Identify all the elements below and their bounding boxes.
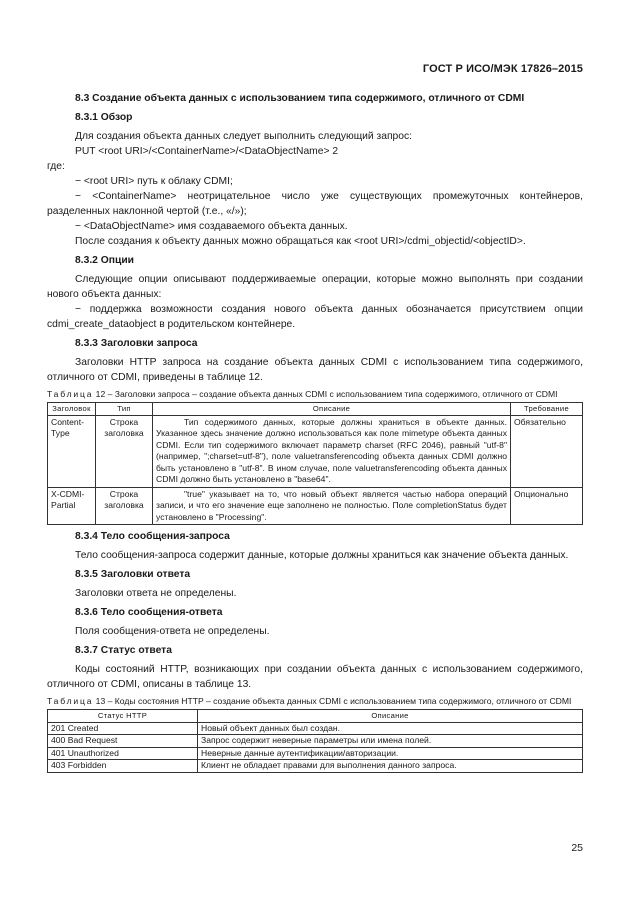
type-cell: Строка заголовка (96, 415, 153, 487)
paragraph: Заголовки ответа не определены. (75, 588, 237, 599)
request-line: PUT <root URI>/<ContainerName>/<DataObjectName> 2 (75, 146, 339, 157)
table-row (48, 735, 583, 748)
subsection-heading-overview: 8.3.1 Обзор (75, 112, 133, 123)
table-header-row (48, 403, 583, 416)
paragraph: Тело сообщения-запроса содержит данные, которые должны храниться как значение объекта данных. (75, 550, 569, 561)
status-cell: 201 Created (48, 722, 198, 735)
paragraph: Для создания объекта данных следует выполнить следующий запрос: (75, 131, 413, 142)
column-header: Заголовок (48, 403, 96, 416)
status-cell: 403 Forbidden (48, 760, 198, 773)
column-header: Требование (511, 403, 583, 416)
list-item: − <ContainerName> неотрицательное число уже существующих промежуточных контейнеров, разделенных наклонной чертой (т.е., «/»); (47, 191, 583, 217)
paragraph: Поля сообщения-ответа не определены. (75, 626, 270, 637)
table-12 (47, 402, 583, 525)
subsection-heading-request-headers: 8.3.3 Заголовки запроса (75, 338, 198, 349)
subsection-heading-response-body: 8.3.6 Тело сообщения-ответа (75, 607, 223, 618)
paragraph: После создания к объекту данных можно обращаться как <root URI>/cdmi_objectid/<objectID>. (75, 236, 526, 247)
description-cell: Запрос содержит неверные параметры или имена полей. (198, 735, 583, 748)
subsection-heading-request-body: 8.3.4 Тело сообщения-запроса (75, 531, 230, 542)
header-cell: Content-Type (48, 415, 96, 487)
table-13 (47, 709, 583, 773)
table-row (48, 760, 583, 773)
table-13-caption (47, 696, 583, 707)
column-header: Статус HTTP (48, 710, 198, 723)
table-row (48, 487, 583, 525)
caption-word: Таблица (47, 389, 94, 399)
subsection-heading-options: 8.3.2 Опции (75, 255, 134, 266)
description-cell: Новый объект данных был создан. (198, 722, 583, 735)
subsection-heading-response-status: 8.3.7 Статус ответа (75, 645, 172, 656)
column-header: Описание (198, 710, 583, 723)
table-12-caption (47, 389, 583, 400)
document-body (47, 91, 583, 773)
header-cell: X-CDMI-Partial (48, 487, 96, 525)
requirement-cell: Опционально (511, 487, 583, 525)
table-row (48, 415, 583, 487)
status-cell: 401 Unauthorized (48, 747, 198, 760)
caption-text: 12 – Заголовки запроса – создание объекта данных CDMI с использованием типа содержимого, отличного от CDMI (93, 389, 558, 399)
caption-word: Таблица (47, 696, 94, 706)
where-label: где: (47, 161, 65, 172)
table-row (48, 747, 583, 760)
standard-header: ГОСТ Р ИСО/МЭК 17826–2015 (422, 63, 583, 75)
subsection-heading-response-headers: 8.3.5 Заголовки ответа (75, 569, 191, 580)
status-cell: 400 Bad Request (48, 735, 198, 748)
description-cell: "true" указывает на то, что новый объект является частью набора операций записи, и что его значение еще заполнено не полностью. Поле completionStatus будет установлено в "Processing". (153, 487, 511, 525)
paragraph: Следующие опции описывают поддерживаемые операции, которые можно выполнять при создании нового объекта данных: (47, 274, 583, 300)
column-header: Тип (96, 403, 153, 416)
page-number: 25 (571, 842, 583, 854)
type-cell: Строка заголовка (96, 487, 153, 525)
list-item: − <root URI> путь к облаку CDMI; (75, 176, 233, 187)
column-header: Описание (153, 403, 511, 416)
description-cell: Клиент не обладает правами для выполнения данного запроса. (198, 760, 583, 773)
requirement-cell: Обязательно (511, 415, 583, 487)
list-item: − <DataObjectName> имя создаваемого объекта данных. (75, 221, 348, 232)
table-header-row (48, 710, 583, 723)
description-cell: Неверные данные аутентификации/авторизации. (198, 747, 583, 760)
description-cell: Тип содержимого данных, которые должны храниться в объекте данных. Указанное здесь значение должно использоваться как поле mimetype объекта данных CDMI. Если тип содержимого включает параметр charset (RFC 2046), равный "utf-8" (например, ";charset=utf-8"), поле valuetransferencoding объекта данных CDMI должно быть установлено в "utf-8". В ином случае, поле valuetransferencoding объекта данных CDMI должно быть установлено в "base64". (153, 415, 511, 487)
table-row (48, 722, 583, 735)
list-item: − поддержка возможности создания нового объекта данных обозначается присутствием опции cdmi_create_dataobject в родительском контейнере. (47, 304, 583, 330)
paragraph: Коды состояний HTTP, возникающих при создании объекта данных с использованием содержимого, отличного от CDMI, описаны в таблице 13. (47, 664, 583, 690)
section-heading: 8.3 Создание объекта данных с использованием типа содержимого, отличного от CDMI (75, 93, 525, 104)
paragraph: Заголовки HTTP запроса на создание объекта данных CDMI с использованием типа содержимого, отличного от CDMI, приведены в таблице 12. (47, 357, 583, 383)
caption-text: 13 – Коды состояния HTTP – создание объекта данных CDMI с использованием типа содержимого, отличного от CDMI (93, 696, 572, 706)
